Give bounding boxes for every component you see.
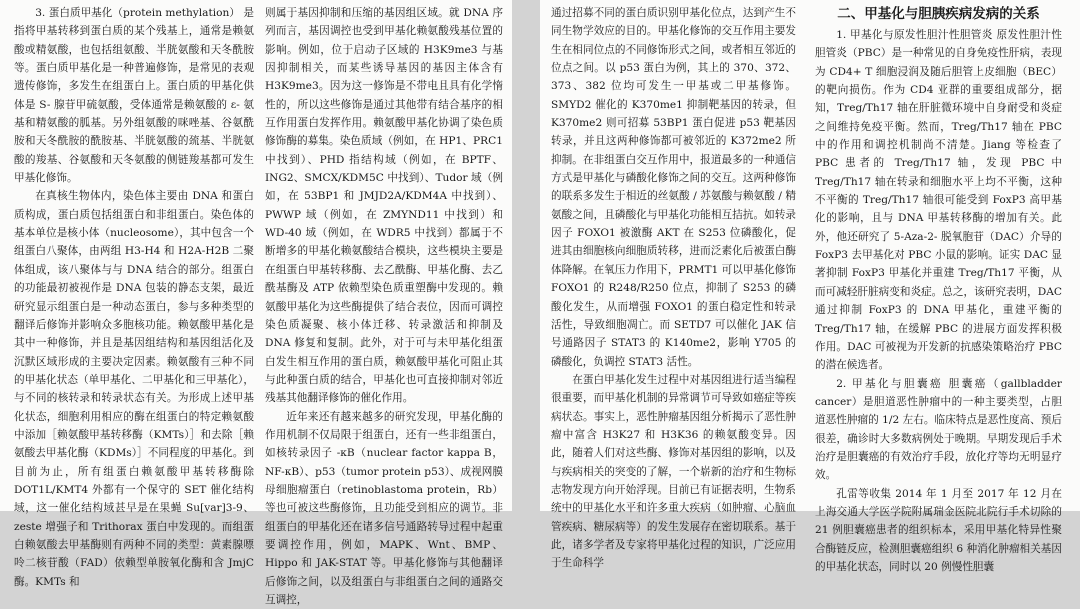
paragraph-kong-study: 孔雷等收集 2014 年 1 月至 2017 年 12 月在上海交通大学医学院附属瑞金医院北院行手术切除的 21 例胆囊癌患者的组织标本，采用甲基化特异性聚合酶链反应，检测胆囊癌组织 6 种消化肿瘤相关基因的甲基化状态，同时以 20 例慢性胆囊 [815, 487, 1062, 573]
left-page-column-1 [14, 4, 254, 591]
paragraph-gallbladder-cancer: 2. 甲基化与胆囊癌 胆囊癌（gallbladder cancer）是胆道恶性肿瘤中的一种主要类型，占胆道恶性肿瘤的 1/2 左右。临床特点是恶性度高、预后很差，确诊时大多数病例处于晚期。早期发现后手术治疗是胆囊癌的有效治疗手段，放化疗等均无明显疗效。 [815, 377, 1062, 482]
paragraph-pbc: 1. 甲基化与原发性胆汁性胆管炎 原发性胆汁性胆管炎（PBC）是一种常见的自身免疫性肝病，表现为 CD4+ T 细胞浸润及随后胆管上皮细胞（BEC）的靶向损伤。作为 CD4 亚群的重要组成部分，据知，Treg/Th17 轴在肝脏微环境中自身耐受和炎症之间维持免疫平衡。然而，Treg/Th17 轴在 PBC 中的作用和调控机制尚不清楚。Jiang 等检查了 PBC 患者的 Treg/Th17 轴，发现 PBC 中 Treg/Th17 轴在转录和细胞水平上均不平衡，这种不平衡的 Treg/Th17 轴很可能受到 FoxP3 高甲基化的影响，且与 DNA 甲基转移酶的增加有关。此外，他还研究了 5-Aza-2- 脱氧胞苷（DAC）介导的 FoxP3 去甲基化对 PBC 小鼠的影响。证实 DAC 显著抑制 FoxP3 甲基化并重建 Treg/Th17 平衡，从而可减轻肝脏病变和炎症。总之，该研究表明，DAC 通过抑制 FoxP3 的 DNA 甲基化，重建平衡的 Treg/Th17 轴，在缓解 PBC 的进展方面发挥积极作用。DAC 可被视为开发新的抗感染策略治疗 PBC 的潜在候选者。 [815, 29, 1062, 372]
left-page-column-2 [265, 4, 503, 609]
paragraph-gene-regulation: 则属于基因抑制和压缩的基因组区域。就 DNA 序列而言，基因调控也受到甲基化赖氨酸残基位置的影响。例如，位于启动子区域的 H3K9me3 与基因抑制相关，而某些诱导基因的基因主体含有 H3K9me3。因为这一修饰是不带电且具有化学惰性的，所以这些修饰是通过其他带有结合基序的相互作用蛋白发挥作用。赖氨酸甲基化协调了染色质修饰酶的募集。染色质域（例如，在 HP1、PRC1 中找到）、PHD 指结构域（例如，在 BPTF、ING2、SMCX/KDM5C 中找到）、Tudor 域（例如，在 53BP1 和 JMJD2A/KDM4A 中找到）、PWWP 域（例如，在 ZMYND11 中找到）和 WD-40 域（例如，在 WDR5 中找到）都属于不断增多的甲基化赖氨酸结合模块，这些模块主要是在组蛋白甲基转移酶、去乙酰酶、甲基化酶、去乙酰基酶及 ATP 依赖型染色质重塑酶中发现的。赖氨酸甲基化为这些酶提供了结合表位，因而可调控染色质凝聚、核小体迁移、转录激活和抑制及 DNA 修复和复制。此外，对于可与未甲基化组蛋白发生相互作用的蛋白质，赖氨酸甲基化可阻止其与此种蛋白质的结合，甲基化也可直接抑制对邻近残基其他翻译修饰的催化作用。 [265, 7, 503, 405]
left-page [0, 0, 512, 606]
section-heading: 二、甲基化与胆胰疾病发病的关系 [837, 6, 1040, 22]
right-page-column-1 [551, 4, 796, 573]
paragraph-disease-programming: 在蛋白甲基化发生过程中对基因组进行适当编程很重要，而甲基化机制的异常调节可导致如癌症等疾病状态。事实上，恶性肿瘤基因组分析揭示了恶性肿瘤中富含 H3K27 和 H3K36 的赖氨酸变异。因此，随着人们对这些酶、修饰对基因组的影响，以及与疾病相关的突变的了解，一个崭新的治疗和生物标志物发现方向开始浮现。目前已有证据表明，生物系统中的甲基化水平和许多重大疾病（如肿瘤、心脑血管疾病、糖尿病等）的发生发展存在密切联系。基于此，诸多学者及专家将甲基化过程的知识，广泛应用于生命科学 [551, 373, 796, 570]
paragraph-crosstalk: 通过招募不同的蛋白质识别甲基化位点，达到产生不同生物学效应的目的。甲基化修饰的交互作用主要发生在相同位点的不同修饰形式之间，或者相互邻近的位点之间。以 p53 蛋白为例，其上的 370、372、373、382 位均可发生一甲基或二甲基修饰。SMYD2 催化的 K370me1 抑制靶基因的转录，但 K370me2 则可招募 53BP1 蛋白促进 p53 靶基因转录，并且这两种修饰都可被邻近的 K372me2 所抑制。在非组蛋白交互作用中，报道最多的一种通信方式是甲基化与磷酸化修饰之间的交互。这两种修饰的联系多发生于相近的丝氨酸 / 苏氨酸与赖氨酸 / 精氨酸之间，且磷酸化与甲基化功能相互拮抗。如转录因子 FOXO1 被激酶 AKT 在 S253 位磷酸化，促进其由细胞核向细胞质转移，进而泛素化后被蛋白酶体降解。在氧压力作用下，PRMT1 可以甲基化修饰 FOXO1 的 R248/R250 位点，抑制了 S253 的磷酸化发生，从而增强 FOXO1 的蛋白稳定性和转录活性，导致细胞凋亡。而 SETD7 可以催化 JAK 信号通路因子 STAT3 的 K140me2，影响 Y705 的磷酸化，负调控 STAT3 活性。 [551, 7, 796, 368]
paragraph-non-histone-methylation: 近年来还有越来越多的研究发现，甲基化酶的作用机制不仅局限于组蛋白，还有一些非组蛋白，如核转录因子 -κB（nuclear factor kappa B，NF-κB）、p53（tumor protein p53）、成视网膜母细胞瘤蛋白（retinoblastoma protein，Rb）等也可被这些酶修饰，且功能受到相应的调节。非组蛋白的甲基化还在诸多信号通路转导过程中起重要调控作用，例如，MAPK、Wnt、BMP、Hippo 和 JAK-STAT 等。甲基化修饰与其他翻译后修饰之间，以及组蛋白与非组蛋白之间的通路交互调控， [265, 410, 503, 606]
right-page-column-2 [815, 4, 1062, 576]
right-page [540, 0, 1080, 573]
paragraph-protein-methylation: 3. 蛋白质甲基化（protein methylation） 是指将甲基转移到蛋白质的某个残基上，通常是赖氨酸或精氨酸，也包括组氨酸、半胱氨酸和天冬酰胺等。蛋白质甲基化是一种普遍修饰，是常见的表观遗传修饰，多发生在组蛋白上。蛋白质的甲基化供体是 S- 腺苷甲硫氨酸，受体通常是赖氨酸的 ε- 氨基和精氨酸的胍基。另外组氨酸的咪唑基、谷氨酰胺和天冬酰胺的酰胺基、半胱氨酸的巯基、半胱氨酸的羧基、谷氨酸和天冬氨酸的侧链羧基都可发生甲基化修饰。 [14, 7, 254, 185]
paragraph-chromatin-structure: 在真核生物体内，染色体主要由 DNA 和蛋白质构成，蛋白质包括组蛋白和非组蛋白。染色体的基本单位是核小体（nucleosome），其中包含一个组蛋白八聚体，由两组 H3-H4 和 H2A-H2B 二聚体组成，该八聚体与与 DNA 结合的部分。组蛋白的功能最初被视作是 DNA 包装的静态支架，最近研究显示组蛋白是一种动态蛋白，参与多种类型的翻译后修饰并影响众多胞核功能。赖氨酸甲基化是其中一种修饰，并且是基因组结构和基因组活化及沉默区域形成的主要决定因素。赖氨酸有三种不同的甲基化状态（单甲基化、二甲基化和三甲基化），与不同的核转录和转录状态有关。为形成上述甲基化状态，细胞利用相应的酶在组蛋白的特定赖氨酸中添加［赖氨酸甲基转移酶（KMTs）］和去除［赖氨酸去甲基化酶（KDMs）］不同程度的甲基化。到目前为止，所有组蛋白赖氨酸甲基转移酶除 DOT1L/KMT4 外都有一个保守的 SET 催化结构域，这一催化结构域甚早是在果蝇 Su[var]3-9、zeste 增强子和 Trithorax 蛋白中发现的。而组蛋白赖氨酸去甲基酶则有两种不同的类型：黄素腺嘌呤二核苷酸（FAD）依赖型单胺氧化酶和含 JmjC 酶。KMTs 和 [14, 190, 254, 588]
